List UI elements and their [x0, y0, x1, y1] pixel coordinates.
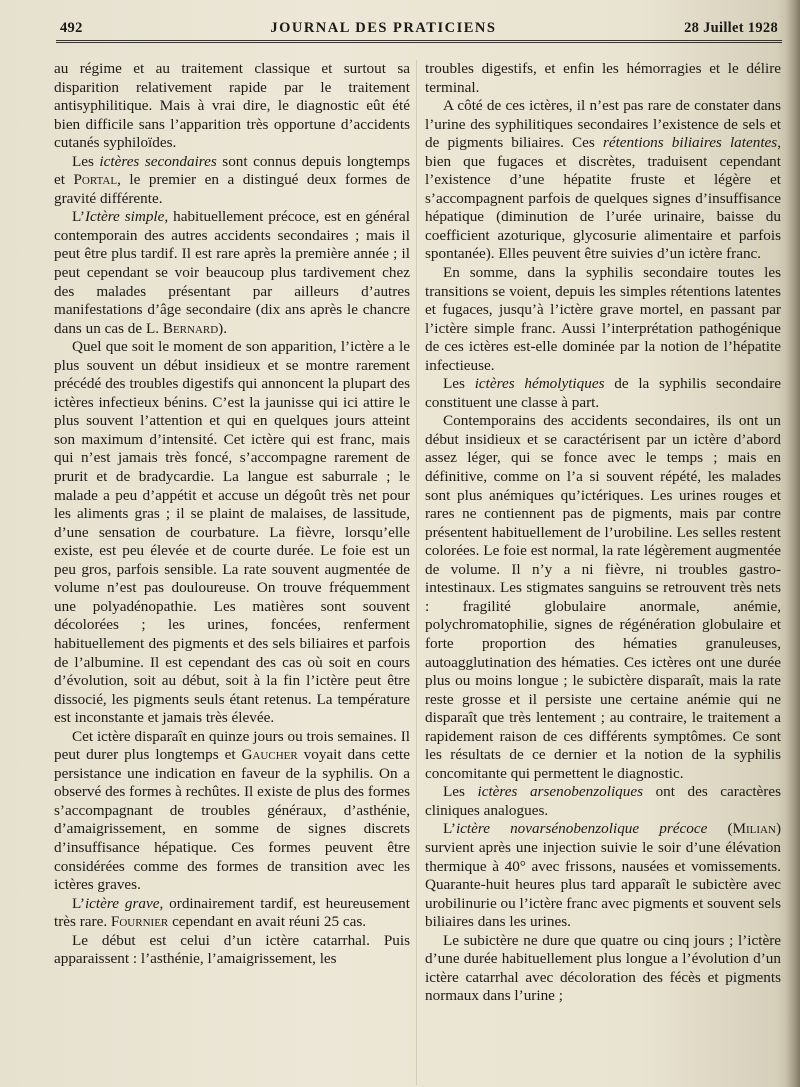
page-header [60, 20, 778, 42]
paragraph: Le début est celui d’un ictère catarrhal. Puis apparaissent : l’asthénie, l’amaigrissement, les [54, 931, 410, 968]
issue-date: 28 Juillet 1928 [684, 20, 778, 36]
paragraph: Les ictères secondaires sont connus depuis longtemps et Portal, le premier en a distingué deux formes de gravité différente. [54, 152, 410, 207]
paragraph: au régime et au traitement classique et surtout sa disparition relativement rapide par le traitement antisyphilitique. Mais à vrai dire, le diagnostic eût été bien difficile sans l’apparition très opportune d’accidents cutanés syphiloïdes. [54, 60, 410, 152]
page-binding-shadow [786, 0, 800, 1087]
paragraph: Quel que soit le moment de son apparition, l’ictère a le plus souvent un début insidieux et se montre rarement précédé des troubles digestifs qui annoncent la plupart des ictères infectieux bénins. C’est la jaunisse qui ici attire le plus souvent l’attention et qui en quelques jours atteint son maximum d’intensité. Cet ictère qui est franc, mais qui n’est jamais très foncé, s’accompagne rarement de prurit et de bradycardie. La langue est saburrale ; le malade a peu d’appétit et accuse un dégoût très net pour les aliments gras ; il se plaint de malaises, de lassitude, d’une sensation de courbature. La fièvre, lorsqu’elle existe, est peu élevée et de courte durée. Le foie est un peu gros, parfois sensible. La rate souvent augmentée de volume n’est pas douloureuse. On trouve fréquemment une polyadénopathie. Les matières sont souvent décolorées ; les urines, foncées, renferment habituellement des pigments et des sels biliaires et parfois de l’albumine. Il est cependant des cas où soit en cours d’évolution, soit au début, soit à la fin l’ictère peut être dissocié, les pigments seuls étant retenus. La température est inconstante et jamais très élevée. [54, 338, 410, 727]
right-column [425, 60, 781, 1087]
column-divider [416, 60, 417, 1085]
paragraph: L’ictère grave, ordinairement tardif, est heureusement très rare. Fournier cependant en avait réuni 25 cas. [54, 894, 410, 931]
page-number: 492 [60, 20, 83, 36]
journal-title: JOURNAL DES PRATICIENS [270, 20, 497, 36]
paragraph: troubles digestifs, et enfin les hémorragies et le délire terminal. [425, 60, 781, 96]
paragraph: Le subictère ne dure que quatre ou cinq jours ; l’ictère d’une durée habituellement plus longue a l’évolution d’un ictère catarrhal avec décoloration des fécès et pigments normaux dans l’urine ; [425, 931, 781, 1005]
paragraph: Les ictères arsenobenzoliques ont des caractères cliniques analogues. [425, 783, 781, 819]
left-column [54, 60, 410, 1087]
paragraph: En somme, dans la syphilis secondaire toutes les transitions se voient, depuis les simples rétentions latentes et fugaces, jusqu’à l’ictère grave mortel, en passant par l’ictère simple franc. Aussi l’interprétation pathogénique de ces ictères est-elle dominée par la notion de l’hépatite infectieuse. [425, 264, 781, 374]
paragraph: Cet ictère disparaît en quinze jours ou trois semaines. Il peut durer plus longtemps et Gaucher voyait dans cette persistance une indication en faveur de la syphilis. On a observé des formes à rechûtes. Il existe de plus des formes s’accompagnant de troubles généraux, d’asthénie, d’amaigrissement, en somme de signes discrets d’insuffisance hépatique. Ces formes peuvent être considérées comme des formes de transition avec les ictères graves. [54, 727, 410, 894]
header-rule [56, 40, 782, 43]
paragraph: L’ictère novarsénobenzolique précoce (Milian) survient après une injection suivie le soir d’une élévation thermique à 40° avec frissons, nausées et vomissements. Quarante-huit heures plus tard apparaît le subictère avec urobilinurie ou l’ictère franc avec pigments et souvent sels biliaires dans les urines. [425, 820, 781, 931]
paragraph: A côté de ces ictères, il n’est pas rare de constater dans l’urine des syphilitiques secondaires l’existence de sels et de pigments biliaires. Ces rétentions biliaires latentes, bien que fugaces et discrètes, traduisent cependant l’existence d’une hépatite fruste et légère et s’accompagnent parfois de quelques signes d’insuffisance hépatique (diminution de l’urée urinaire, baisse du coefficient azoturique, glycosurie alimentaire et parfois spontanée). Elles peuvent être suivies d’un ictère franc. [425, 97, 781, 263]
paragraph: Les ictères hémolytiques de la syphilis secondaire constituent une classe à part. [425, 375, 781, 411]
paragraph: L’Ictère simple, habituellement précoce, est en général contemporain des autres accidents secondaires ; mais il peut être plus tardif. Il est rare après la première année ; il peut cependant se voir beaucoup plus tardivement chez des malades présentant par ailleurs d’autres manifestations d’âge secondaire (dix ans après le chancre dans un cas de L. Bernard). [54, 208, 410, 337]
paragraph: Contemporains des accidents secondaires, ils ont un début insidieux et se caractérisent par un ictère d’abord assez léger, qui se fonce avec le temps ; mais en définitive, comme on l’a si souvent répété, les malades sont plus anémiques qu’ictériques. Les urines rouges et rares ne contiennent pas de pigments, mais par contre présentent habituellement de l’urobiline. Les selles restent colorées. Le foie est normal, la rate légèrement augmentée de volume. Il n’y a ni fièvre, ni troubles gastro-intestinaux. Les stigmates sanguins se retrouvent très nets : fragilité globulaire anormale, anémie, polychromatophilie, signes de régénération globulaire et forte proportion des hématies granuleuses, autoagglutination des hématies. Ces ictères ont une durée plus ou moins longue ; le subictère disparaît, mais la rate reste grosse et il persiste une certaine anémie qui ne disparaît que très lentement ; au contraire, le traitement a rapidement raison de ces différents symptômes. Ce sont les résultats de ce dernier et la notion de la syphilis concomitante qui permettent le diagnostic. [425, 412, 781, 782]
